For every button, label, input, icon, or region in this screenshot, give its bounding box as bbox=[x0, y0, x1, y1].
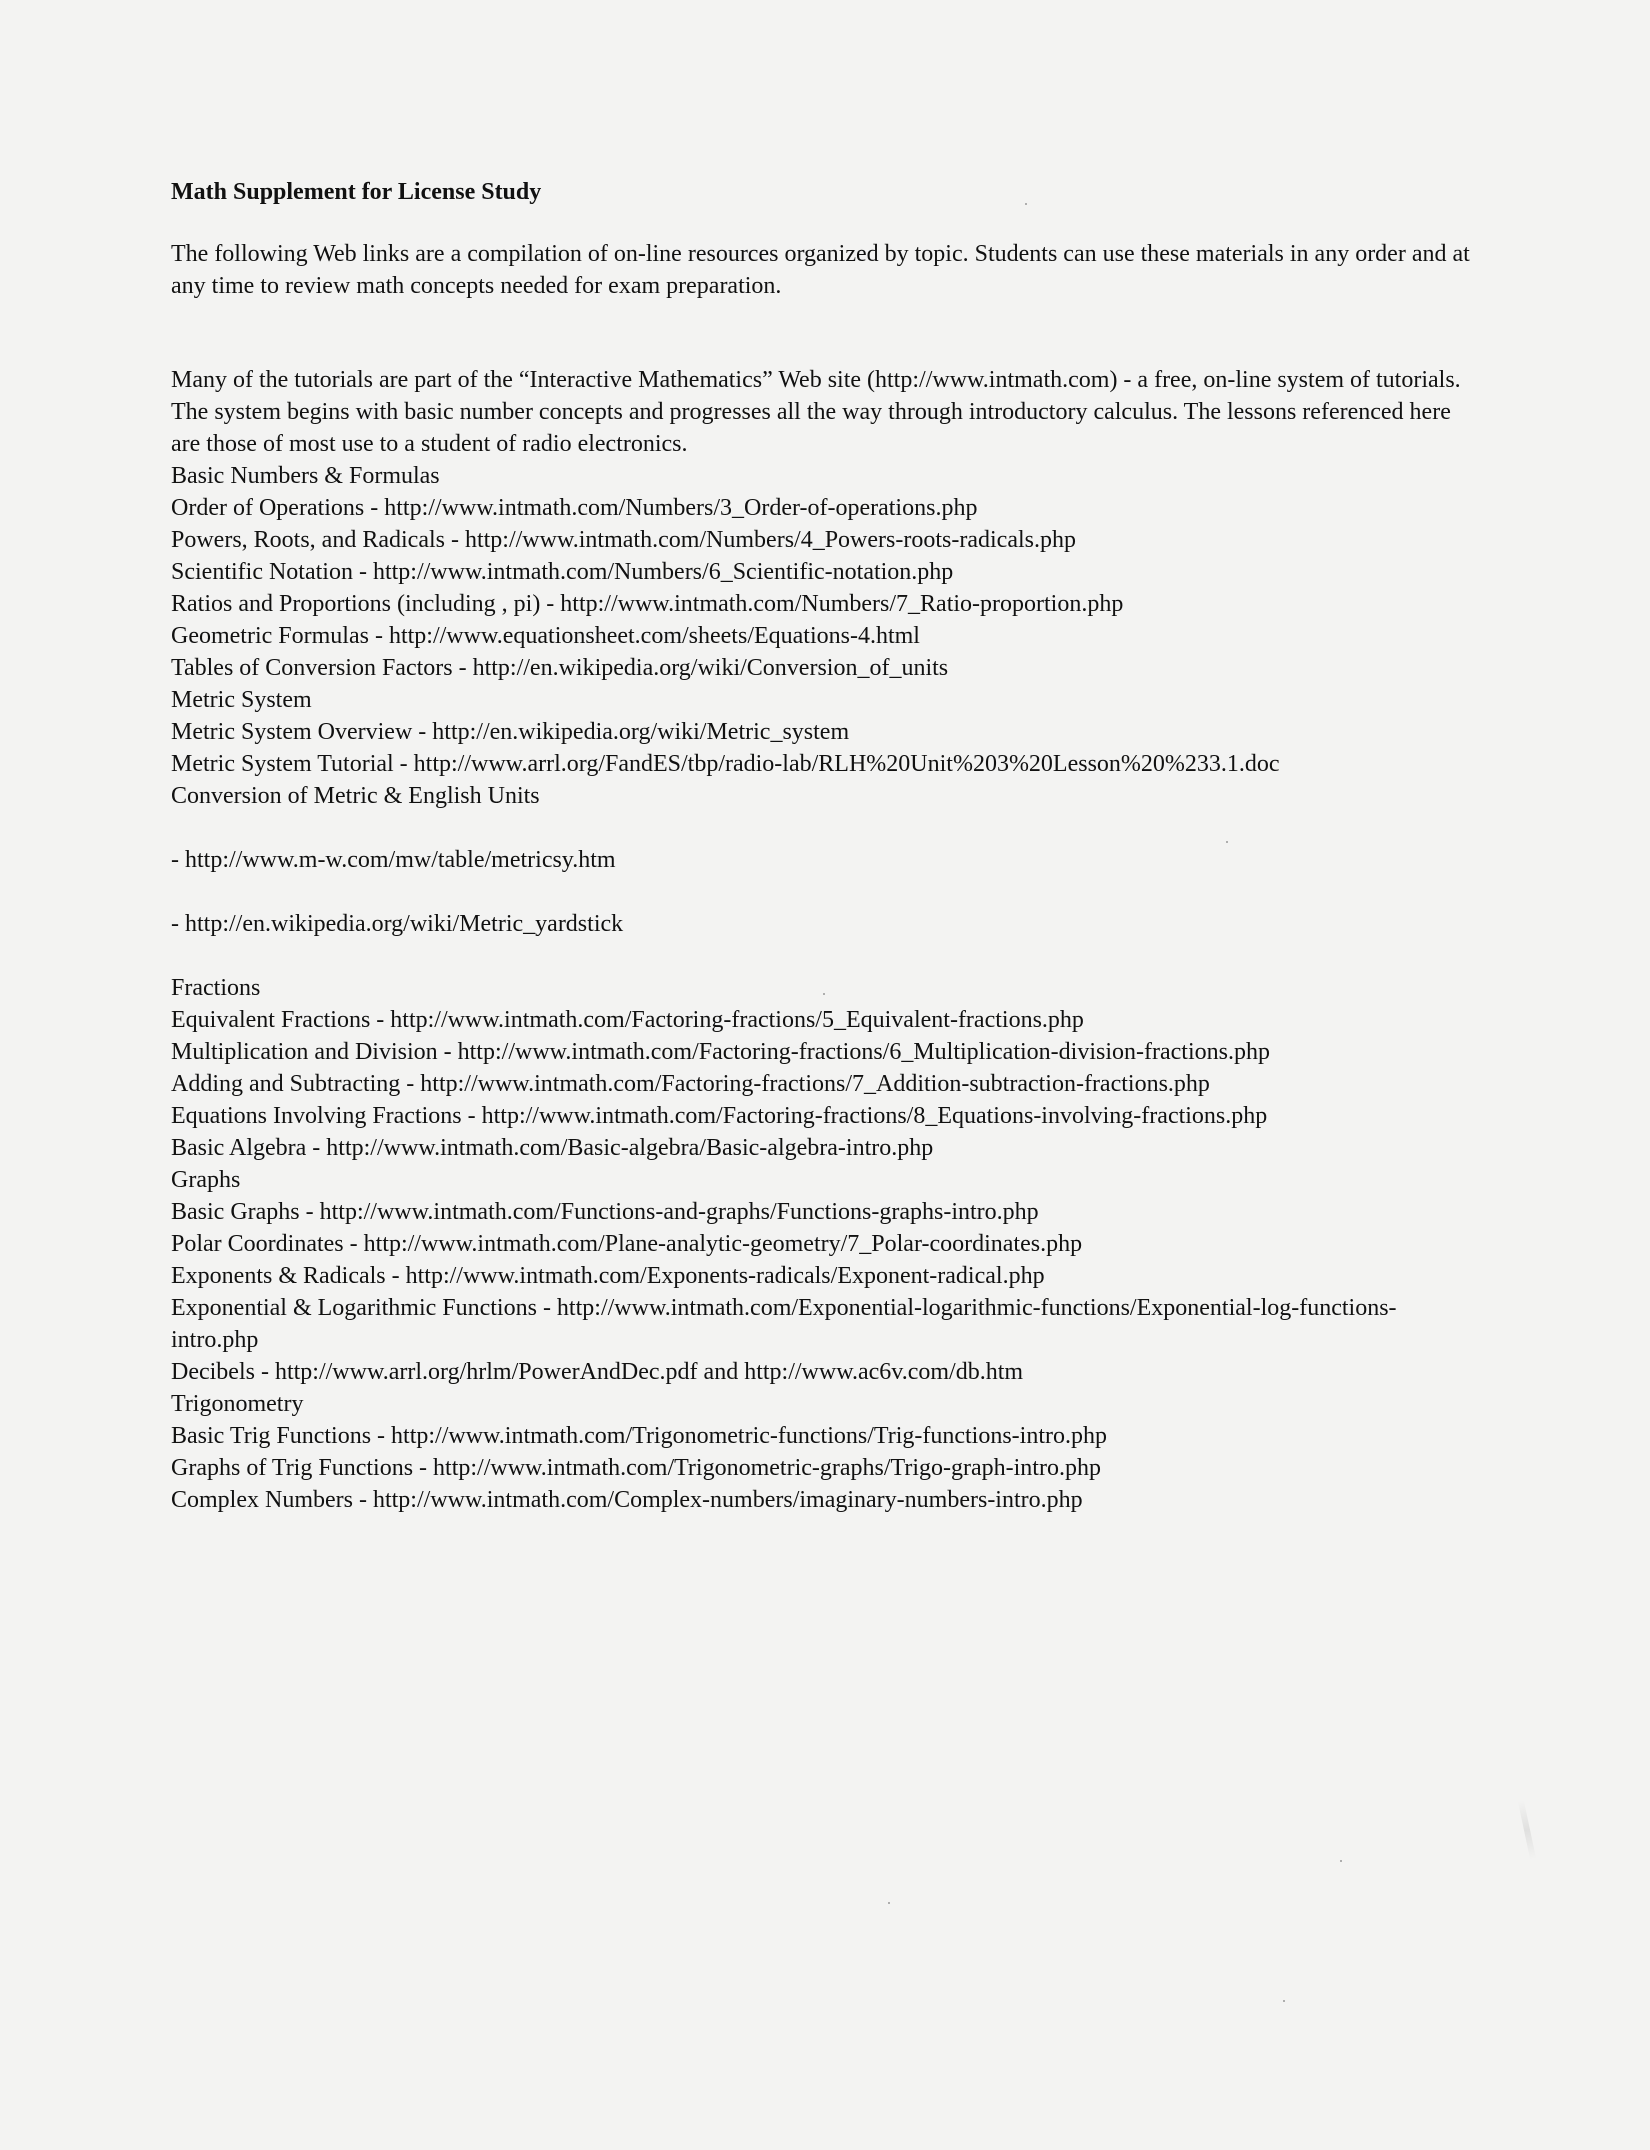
resource-list bbox=[171, 460, 1471, 1516]
document-title: Math Supplement for License Study bbox=[171, 179, 542, 205]
blank-line bbox=[171, 876, 1471, 908]
scan-speck bbox=[1226, 841, 1228, 843]
section-heading: Conversion of Metric & English Units bbox=[171, 783, 540, 809]
section-heading: Trigonometry bbox=[171, 1391, 304, 1417]
scan-speck bbox=[1340, 1860, 1342, 1862]
scan-speck bbox=[888, 1902, 890, 1904]
section-heading: Fractions bbox=[171, 975, 261, 1001]
section-heading: Metric System bbox=[171, 687, 312, 713]
resource-line: Adding and Subtracting - http://www.intmath.com/Factoring-fractions/7_Addition-subtraction-fractions.php bbox=[171, 1071, 1210, 1097]
resource-line: Exponential & Logarithmic Functions - http://www.intmath.com/Exponential-logarithmic-functions/Exponential-log-functions-intro.php bbox=[171, 1295, 1397, 1353]
resource-line: Equations Involving Fractions - http://www.intmath.com/Factoring-fractions/8_Equations-involving-fractions.php bbox=[171, 1103, 1268, 1129]
resource-line: Graphs of Trig Functions - http://www.intmath.com/Trigonometric-graphs/Trigo-graph-intro.php bbox=[171, 1455, 1101, 1481]
scan-speck bbox=[1283, 2000, 1285, 2002]
section-heading: Graphs bbox=[171, 1167, 241, 1193]
resource-line: Powers, Roots, and Radicals - http://www.intmath.com/Numbers/4_Powers-roots-radicals.php bbox=[171, 527, 1076, 553]
description-paragraph: Many of the tutorials are part of the “Interactive Mathematics” Web site (http://www.intmath.com) - a free, on-line system of tutorials. The system begins with basic number concepts and progresses all the way through introductory calculus. The lessons referenced here are those of most use to a student of radio electronics. bbox=[171, 367, 1461, 457]
resource-line: Basic Graphs - http://www.intmath.com/Functions-and-graphs/Functions-graphs-intro.php bbox=[171, 1199, 1039, 1225]
document-body bbox=[171, 176, 1471, 1516]
blank-line bbox=[171, 940, 1471, 972]
intro-paragraph: The following Web links are a compilation of on-line resources organized by topic. Students can use these materials in any order and at any time to review math concepts needed for exam preparation. bbox=[171, 241, 1470, 299]
scan-speck bbox=[823, 993, 825, 995]
resource-line: Order of Operations - http://www.intmath.com/Numbers/3_Order-of-operations.php bbox=[171, 495, 978, 521]
resource-line: Basic Trig Functions - http://www.intmath.com/Trigonometric-functions/Trig-functions-intro.php bbox=[171, 1423, 1107, 1449]
scan-speck bbox=[1025, 203, 1027, 205]
resource-line: Multiplication and Division - http://www.intmath.com/Factoring-fractions/6_Multiplication-division-fractions.php bbox=[171, 1039, 1270, 1065]
resource-line: Exponents & Radicals - http://www.intmath.com/Exponents-radicals/Exponent-radical.php bbox=[171, 1263, 1045, 1289]
resource-line: Metric System Tutorial - http://www.arrl.org/FandES/tbp/radio-lab/RLH%20Unit%203%20Lesson%20%233.1.doc bbox=[171, 751, 1280, 777]
resource-line: Scientific Notation - http://www.intmath.com/Numbers/6_Scientific-notation.php bbox=[171, 559, 954, 585]
scan-smudge bbox=[1518, 1800, 1536, 1860]
blank-line bbox=[171, 812, 1471, 844]
resource-line: Complex Numbers - http://www.intmath.com/Complex-numbers/imaginary-numbers-intro.php bbox=[171, 1487, 1083, 1513]
resource-line: - http://en.wikipedia.org/wiki/Metric_yardstick bbox=[171, 911, 624, 937]
resource-line: Decibels - http://www.arrl.org/hrlm/PowerAndDec.pdf and http://www.ac6v.com/db.htm bbox=[171, 1359, 1024, 1385]
resource-line: Equivalent Fractions - http://www.intmath.com/Factoring-fractions/5_Equivalent-fractions.php bbox=[171, 1007, 1084, 1033]
resource-line: Polar Coordinates - http://www.intmath.com/Plane-analytic-geometry/7_Polar-coordinates.php bbox=[171, 1231, 1083, 1257]
resource-line: Basic Algebra - http://www.intmath.com/Basic-algebra/Basic-algebra-intro.php bbox=[171, 1135, 934, 1161]
resource-line: Tables of Conversion Factors - http://en.wikipedia.org/wiki/Conversion_of_units bbox=[171, 655, 949, 681]
resource-line: Ratios and Proportions (including , pi) - http://www.intmath.com/Numbers/7_Ratio-proportion.php bbox=[171, 591, 1124, 617]
resource-line: Geometric Formulas - http://www.equationsheet.com/sheets/Equations-4.html bbox=[171, 623, 920, 649]
section-heading: Basic Numbers & Formulas bbox=[171, 463, 440, 489]
resource-line: - http://www.m-w.com/mw/table/metricsy.htm bbox=[171, 847, 616, 873]
resource-line: Metric System Overview - http://en.wikipedia.org/wiki/Metric_system bbox=[171, 719, 850, 745]
